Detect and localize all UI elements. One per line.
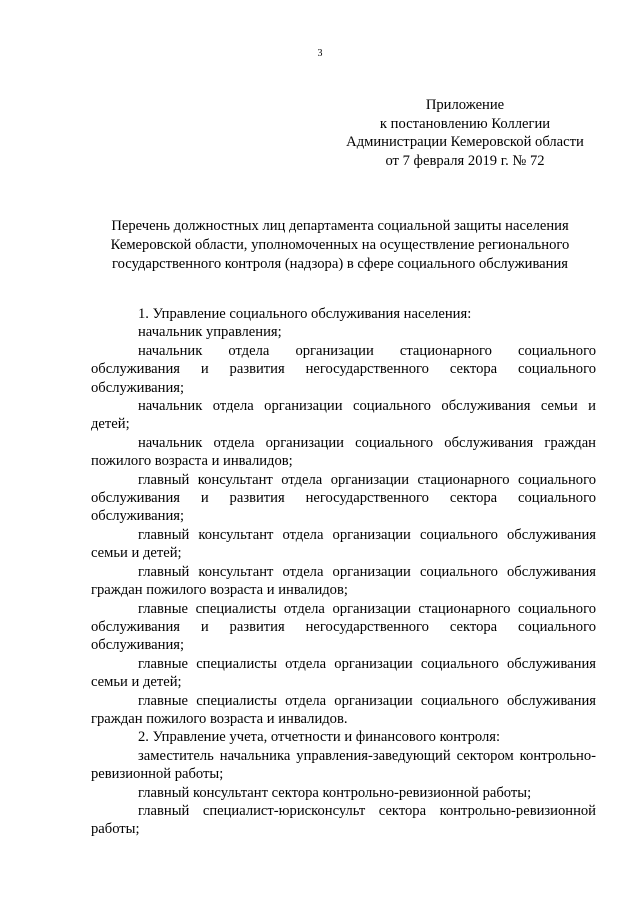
list-item: начальник управления;: [138, 324, 282, 341]
list-item: главный консультант сектора контрольно-ревизионной работы;: [138, 784, 532, 801]
title-line: Кемеровской области, уполномоченных на осуществление регионального: [110, 236, 570, 253]
list-item: начальник отдела организации стационарного социального обслуживания и развития негосударственного сектора социального обслуживания;: [91, 342, 596, 396]
section-heading-2: 2. Управление учета, отчетности и финансового контроля:: [138, 729, 501, 746]
appendix-line: Администрации Кемеровской области: [346, 134, 584, 151]
appendix-block: [330, 96, 600, 171]
list-item: главные специалисты отдела организации стационарного социального обслуживания и развития негосударственного сектора социального обслуживания;: [91, 600, 596, 654]
list-item: главный консультант отдела организации социального обслуживания граждан пожилого возраста и инвалидов;: [91, 563, 596, 599]
document-body: [91, 305, 596, 839]
appendix-line: Приложение: [425, 97, 505, 113]
appendix-line: от 7 февраля 2019 г. № 72: [385, 153, 545, 170]
list-item: главные специалисты отдела организации социального обслуживания граждан пожилого возраста и инвалидов.: [91, 692, 596, 727]
list-item: начальник отдела организации социального обслуживания граждан пожилого возраста и инвалидов;: [91, 434, 596, 470]
title-line: Перечень должностных лиц департамента социальной защиты населения: [111, 218, 569, 234]
document-title: [82, 217, 598, 273]
list-item: главные специалисты отдела организации социального обслуживания семьи и детей;: [91, 655, 596, 691]
list-item: главный консультант отдела организации стационарного социального обслуживания и развития негосударственного сектора социального обслуживания;: [91, 471, 596, 525]
page-number: 3: [317, 48, 323, 59]
title-line: государственного контроля (надзора) в сфере социального обслуживания: [112, 255, 568, 272]
list-item: главный специалист-юрисконсульт сектора контрольно-ревизионной работы;: [91, 802, 596, 838]
list-item: заместитель начальника управления-заведующий сектором контрольно-ревизионной работы;: [91, 747, 596, 783]
section-heading-1: 1. Управление социального обслуживания населения:: [138, 306, 472, 322]
list-item: главный консультант отдела организации социального обслуживания семьи и детей;: [91, 526, 596, 562]
list-item: начальник отдела организации социального обслуживания семьи и детей;: [91, 398, 596, 433]
appendix-line: к постановлению Коллегии: [379, 115, 551, 132]
